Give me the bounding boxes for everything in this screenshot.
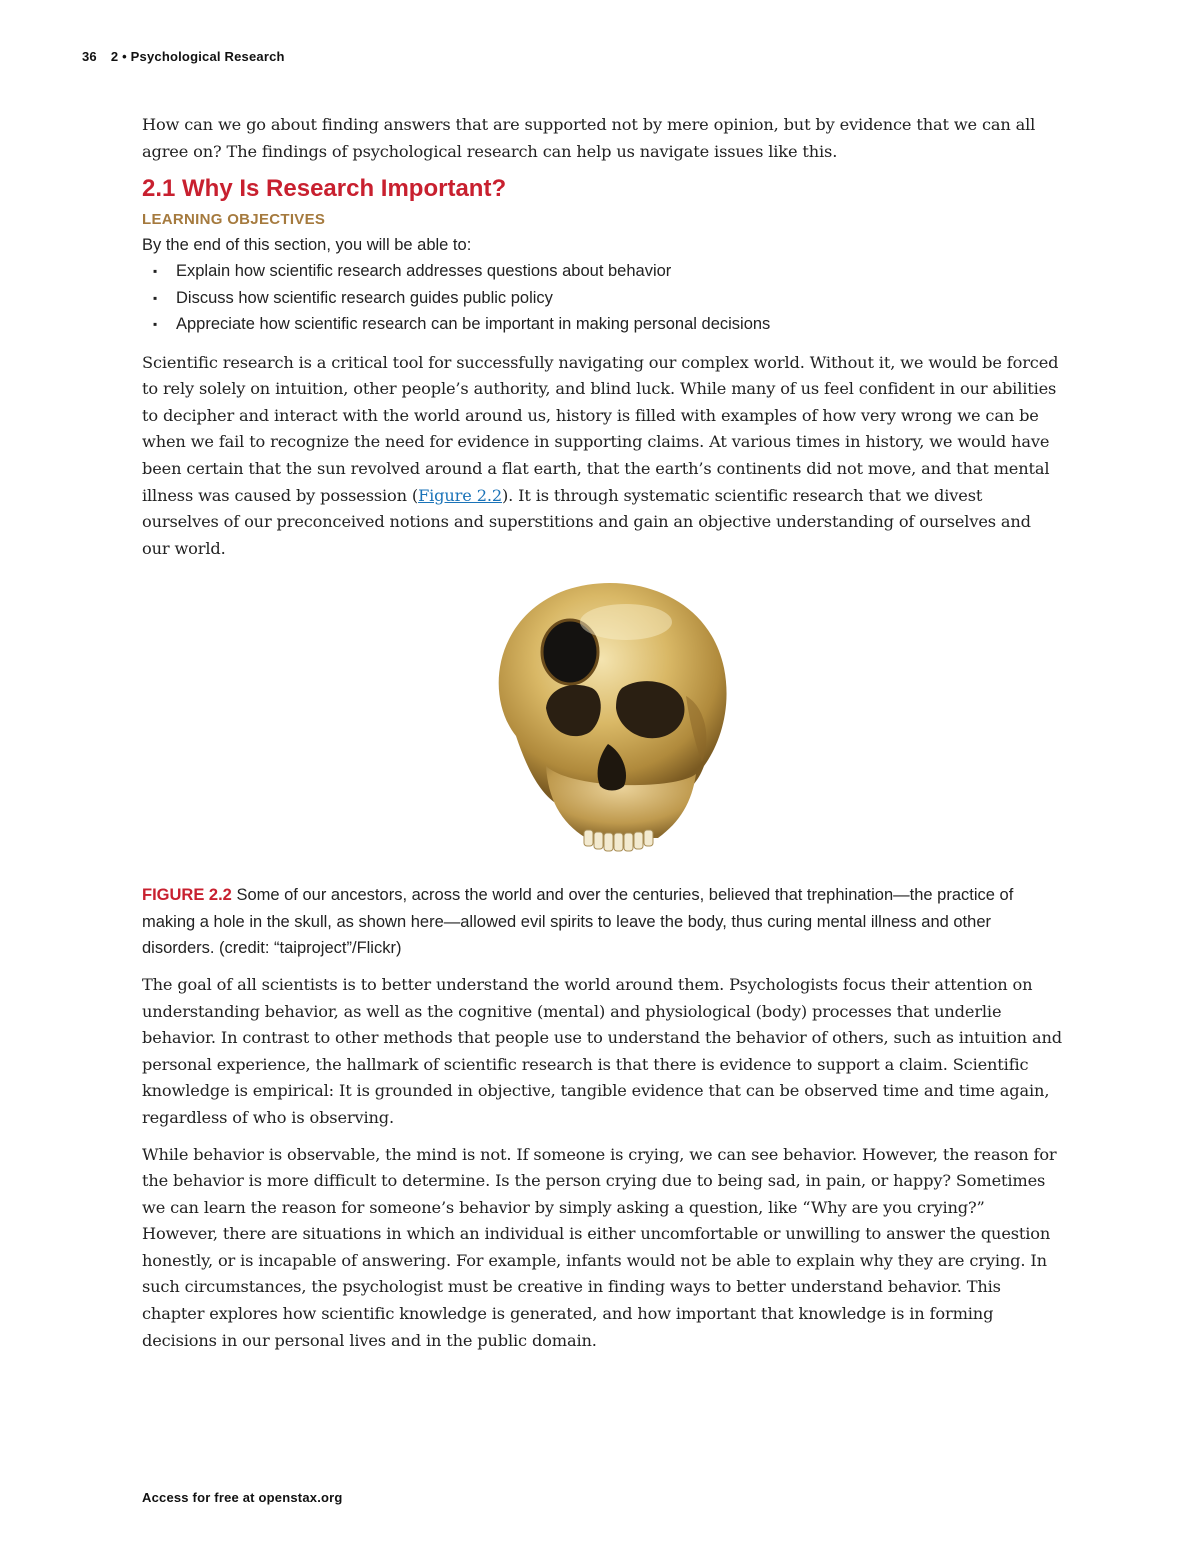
figure-caption <box>142 882 1062 962</box>
figure-label: FIGURE 2.2 <box>142 886 232 905</box>
chapter-title: 2 • Psychological Research <box>110 49 285 64</box>
caption-text: Some of our ancestors, across the world and over the centuries, believed that trephination—the practice of making a hole in the skull, as shown here—allowed evil spirits to leave the body, thus curing mental illness and other disorders. (credit: “taiproject”/Flickr) <box>142 886 1014 958</box>
learning-objectives-heading: LEARNING OBJECTIVES <box>142 211 326 229</box>
intro-paragraph: How can we go about finding answers that are supported not by mere opinion, but by evidence that we can all agree on? The findings of psychological research can help us navigate issues like this. <box>142 115 1036 161</box>
page-footer: Access for free at openstax.org <box>142 1490 343 1505</box>
paragraph-text: Scientific research is a critical tool for successfully navigating our complex world. Without it, we would be forced to rely solely on intuition, other people’s authority, and blind luck. While many of us feel confident in our abilities to decipher and interact with the world around us, history is filled with examples of how very wrong we can be when we fail to recognize the need for evidence in supporting claims. At various times in history, we would have been certain that the sun revolved around a flat earth, that the earth’s continents did not move, and that mental illness was caused by possession ( <box>142 352 1059 505</box>
learning-objectives-intro: By the end of this section, you will be able to: <box>142 236 472 255</box>
section-paragraph-1 <box>142 350 1062 563</box>
objective-item: ▪ Appreciate how scientific research can be important in making personal decisions <box>142 311 1062 338</box>
page-content <box>142 112 1062 1364</box>
objective-item: ▪ Explain how scientific research addresses questions about behavior <box>142 258 1062 285</box>
figure-link[interactable]: Figure 2.2 <box>418 485 502 505</box>
paragraph-text: ). It is through systematic scientific research that we divest ourselves of our preconceived notions and superstitions and gain an objective understanding of ourselves and our world. <box>142 485 1031 558</box>
page-number: 36 <box>82 49 97 64</box>
learning-objectives-list <box>142 258 1062 338</box>
objective-item: ▪ Discuss how scientific research guides public policy <box>142 285 1062 312</box>
body-paragraph-3: While behavior is observable, the mind is not. If someone is crying, we can see behavior. However, the reason for the behavior is more difficult to determine. Is the person crying due to being sad, in pain, or happy? Sometimes we can learn the reason for someone’s behavior by simply asking a question, like “Why are you crying?” However, there are situations in which an individual is either uncomfortable or unwilling to answer the question honestly, or is incapable of answering. For example, infants would not be able to explain why they are crying. In such circumstances, the psychologist must be creative in finding ways to better understand behavior. This chapter explores how scientific knowledge is generated, and how important that knowledge is in forming decisions in our personal lives and in the public domain. <box>142 1144 1057 1350</box>
skull-image <box>476 576 736 868</box>
section-title: 2.1 Why Is Research Important? <box>142 175 507 203</box>
body-paragraph-2: The goal of all scientists is to better understand the world around them. Psychologists focus their attention on understanding behavior, as well as the cognitive (mental) and physiological (body) processes that underlie behavior. In contrast to other methods that people use to understand the behavior of others, such as intuition and personal experience, the hallmark of scientific research is that there is evidence to support a claim. Scientific knowledge is empirical: It is grounded in objective, tangible evidence that can be observed time and time again, regardless of who is observing. <box>142 974 1062 1127</box>
figure <box>142 576 1062 876</box>
running-header <box>82 49 285 64</box>
